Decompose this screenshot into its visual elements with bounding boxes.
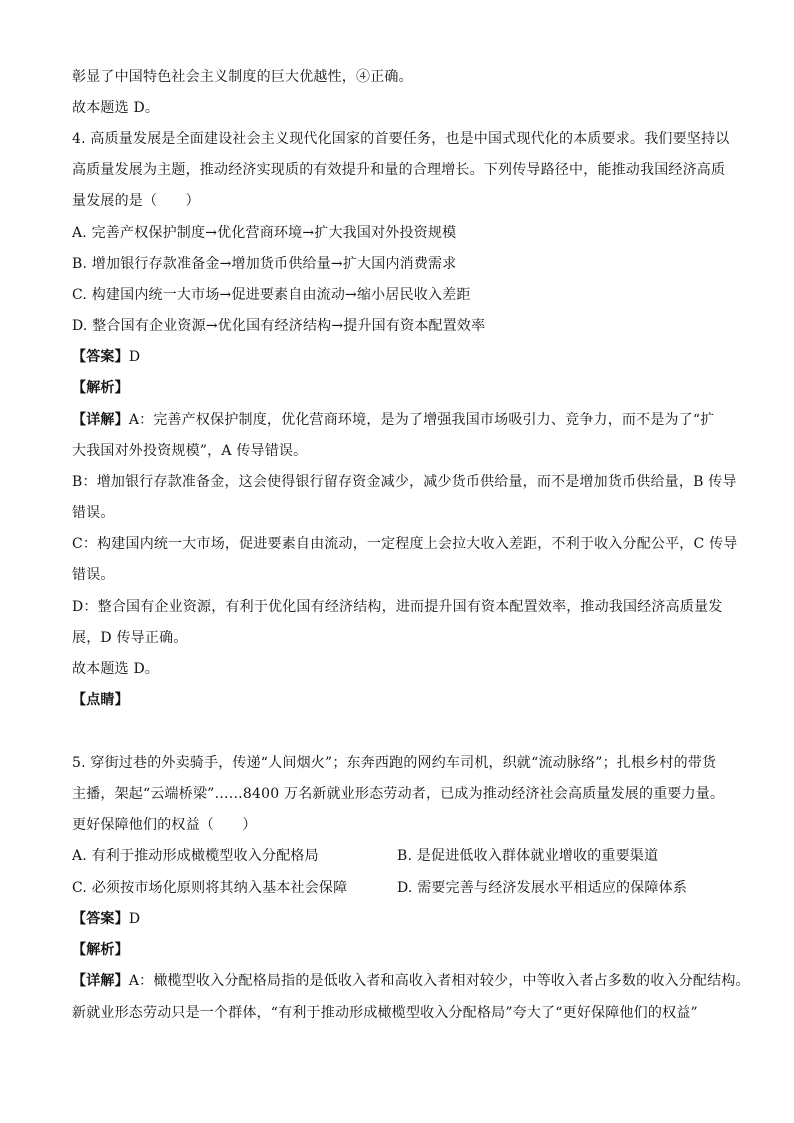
q4-detail-line-6: 错误。 [72, 567, 115, 583]
q4-detail-tag: 【详解】 [72, 412, 129, 428]
q5-stem-line-3: 更好保障他们的权益（ ） [72, 817, 257, 833]
q5-option-b: B. 是促进低收入群体就业增收的重要渠道 [397, 848, 659, 864]
q4-option-a: A. 完善产权保护制度→优化营商环境→扩大我国对外投资规模 [72, 225, 457, 241]
q4-detail-line-7: D：整合国有企业资源，有利于优化国有经济结构，进而提升国有资本配置效率，推动我国经济高质量发 [72, 599, 723, 615]
q4-option-c: C. 构建国内统一大市场→促进要素自由流动→缩小居民收入差距 [72, 287, 471, 303]
q4-detail-line-2: 大我国对外投资规模”，A 传导错误。 [72, 443, 308, 459]
q4-stem-line-3: 量发展的是（ ） [72, 193, 200, 209]
q5-option-a: A. 有利于推动形成橄榄型收入分配格局 [72, 848, 319, 864]
q5-answer-value: D [128, 911, 141, 927]
q5-detail-line-2: 新就业形态劳动只是一个群体，“有利于推动形成橄榄型收入分配格局”夸大了“更好保障他们的权益” [72, 1005, 698, 1021]
q5-option-d: D. 需要完善与经济发展水平相适应的保障体系 [397, 880, 688, 896]
q5-answer-tag: 【答案】 [72, 911, 129, 927]
q4-analysis-tag: 【解析】 [72, 380, 129, 396]
q4-detail-line-4: 错误。 [72, 505, 115, 521]
q4-stem-line-1: 4. 高质量发展是全面建设社会主义现代化国家的首要任务，也是中国式现代化的本质要求。我们要坚持以 [72, 131, 730, 147]
q4-stem-line-2: 高质量发展为主题，推动经济实现质的有效提升和量的合理增长。下列传导路径中，能推动我国经济高质 [72, 162, 726, 178]
q5-detail-line-1 [72, 971, 750, 991]
q5-stem-line-1: 5. 穿街过巷的外卖骑手，传递“人间烟火”；东奔西跑的网约车司机，织就“流动脉络”；扎根乡村的带货 [72, 755, 717, 771]
q5-answer-line [72, 909, 732, 929]
q4-answer-line [72, 347, 732, 367]
q5-stem-line-2: 主播，架起“云端桥梁”……8400 万名新就业形态劳动者，已成为推动经济社会高质量发展的重要力量。 [72, 786, 725, 802]
q4-option-b: B. 增加银行存款准备金→增加货币供给量→扩大国内消费需求 [72, 256, 457, 272]
q4-detail-line-3: B：增加银行存款准备金，这会使得银行留存资金减少，减少货币供给量，而不是增加货币供给量，B 传导 [72, 474, 737, 490]
q5-option-c: C. 必须按市场化原则将其纳入基本社会保障 [72, 880, 348, 896]
q5-analysis-tag: 【解析】 [72, 942, 129, 958]
previous-answer-conclusion: 故本题选 D。 [72, 100, 160, 116]
previous-answer-tail-line-1: 彰显了中国特色社会主义制度的巨大优越性，④正确。 [72, 69, 413, 85]
q4-detail-line-5: C：构建国内统一大市场，促进要素自由流动，一定程度上会拉大收入差距，不利于收入分配公平，C 传导 [72, 536, 738, 552]
q4-highlight-tag: 【点睛】 [72, 692, 129, 708]
q5-detail-tag: 【详解】 [72, 973, 129, 989]
q4-detail-line-8: 展，D 传导正确。 [72, 630, 188, 646]
q5-detail-text-1: A：橄榄型收入分配格局指的是低收入者和高收入者相对较少，中等收入者占多数的收入分配结构。 [128, 973, 750, 989]
q4-conclusion: 故本题选 D。 [72, 661, 160, 677]
q4-option-d: D. 整合国有企业资源→优化国有经济结构→提升国有资本配置效率 [72, 318, 486, 334]
q4-detail-line-1 [72, 410, 732, 430]
q4-answer-tag: 【答案】 [72, 349, 129, 365]
q4-answer-value: D [128, 349, 141, 365]
q4-detail-text-1: A：完善产权保护制度，优化营商环境，是为了增强我国市场吸引力、竞争力，而不是为了“扩 [128, 412, 715, 428]
